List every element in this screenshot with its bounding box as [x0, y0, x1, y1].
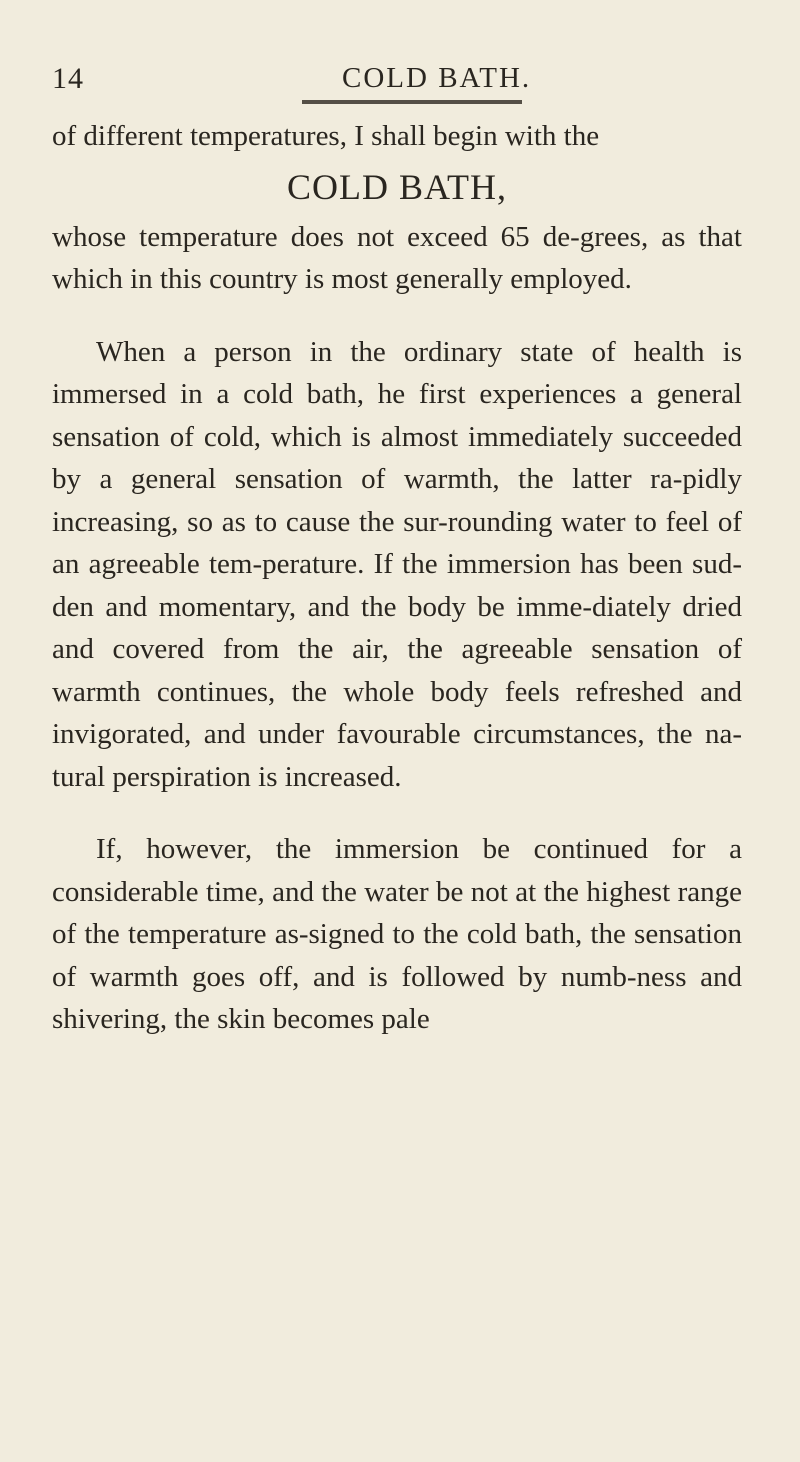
intro-continuation: whose temperature does not exceed 65 de-grees, as that which in this country is most generally employed.: [52, 220, 742, 295]
page-number: 14: [52, 62, 84, 95]
paragraph-immersion: When a person in the ordinary state of health is immersed in a cold bath, he first experiences a general sensation of cold, which is almost immediately succeeded by a general sensation of warmth, the latter ra-pidly increasing, so as to cause the sur-rounding water to feel of an agreeable tem-perature. If the immersion has been sud-den and momentary, and the body be imme-diately dried and covered from the air, the agreeable sensation of warmth continues, the whole body feels refreshed and invigorated, and under favourable circumstances, the na-tural perspiration is increased.: [52, 335, 742, 793]
header-rule: [302, 100, 522, 104]
section-heading: COLD BATH,: [286, 166, 507, 207]
paragraph-gap: [52, 301, 742, 331]
paragraph-gap: [52, 798, 742, 828]
running-title: COLD BATH.: [342, 62, 532, 94]
body-text: [52, 115, 742, 1041]
paragraph-continued-immersion: If, however, the immersion be continued for a considerable time, and the water be not at the highest range of the temperature as-signed to the cold bath, the sensation of warmth goes off, and is followed by numb-ness and shivering, the skin becomes pale: [52, 833, 742, 1035]
intro-line: of different temperatures, I shall begin with the: [52, 120, 600, 152]
running-head: [52, 62, 712, 102]
